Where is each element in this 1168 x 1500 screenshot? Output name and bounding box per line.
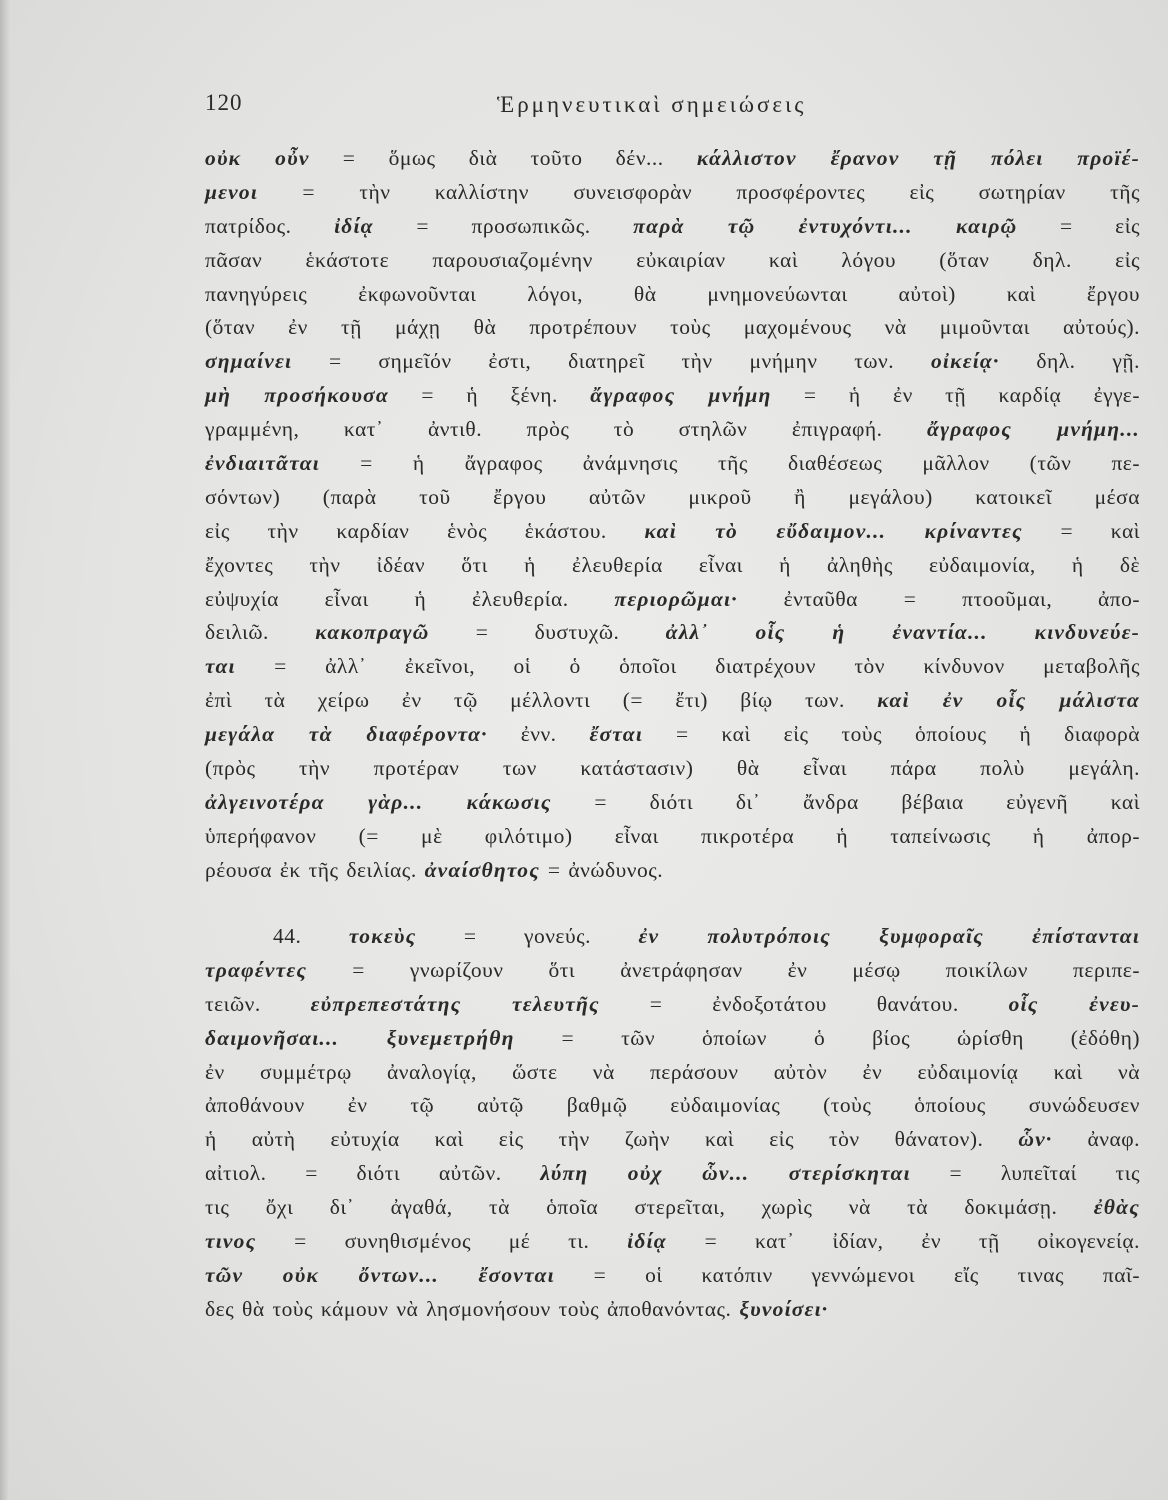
text-line <box>205 1259 1140 1293</box>
text-line <box>205 988 1140 1022</box>
lemma-term: μὴ προσήκουσα <box>205 383 389 408</box>
commentary-text: ἐν συμμέτρῳ ἀναλογίᾳ, ὥστε νὰ περάσουν αὐτὸν ἐν εὐδαιμονίᾳ καὶ νὰ <box>205 1059 1140 1084</box>
commentary-text: γραμμένη, κατ᾿ ἀντιθ. πρὸς τὸ στηλῶν ἐπιγραφή. <box>205 417 927 442</box>
commentary-text: = τῶν ὁποίων ὁ βίος ὡρίσθη (ἐδόθη) <box>514 1025 1140 1050</box>
lemma-term: μενοι <box>205 179 259 204</box>
commentary-text: τις ὄχι δι᾿ ἀγαθά, τὰ ὁποῖα στερεῖται, χωρὶς νὰ τὰ δοκιμάσῃ. <box>205 1195 1094 1220</box>
lemma-term: ἐνδιαιτᾶται <box>205 451 320 476</box>
lemma-term: ξυνοίσει· <box>739 1296 829 1321</box>
commentary-text: = κατ᾿ ἰδίαν, ἐν τῇ οἰκογενείᾳ. <box>666 1229 1140 1254</box>
commentary-text: = ἀλλ᾿ ἐκεῖνοι, οἱ ὁ ὁποῖοι διατρέχουν τὸν κίνδυνον μεταβολῆς <box>235 654 1140 679</box>
lemma-term: ἐν πολυτρόποις ξυμφοραῖς ἐπίστανται <box>638 924 1141 948</box>
lemma-term: οὐκ οὖν <box>205 146 310 170</box>
lemma-term: παρὰ τῷ ἐντυχόντι... καιρῷ <box>633 213 1018 238</box>
commentary-text: = γονεύς. <box>416 924 639 948</box>
page-binding-shadow <box>0 0 10 1500</box>
lemma-term: τραφέντες <box>205 957 308 982</box>
text-line <box>205 244 1140 278</box>
text-line <box>205 278 1140 312</box>
text-line <box>205 549 1140 583</box>
text-line <box>205 583 1140 617</box>
text-line <box>205 1157 1140 1191</box>
lemma-term: ἄγραφος μνήμη... <box>926 417 1141 442</box>
text-line <box>205 515 1140 549</box>
commentary-text: = ἡ ξένη. <box>388 383 591 408</box>
commentary-text: = λυπεῖταί τις <box>910 1161 1140 1186</box>
text-line <box>205 142 1140 176</box>
commentary-text: ἐνταῦθα = πτοοῦμαι, ἀπο- <box>737 586 1140 611</box>
lemma-term: ἄγραφος μνήμη <box>590 383 772 408</box>
commentary-text: πανηγύρεις ἐκφωνοῦνται λόγοι, θὰ μνημονεύωνται αὐτοὶ) καὶ ἔργου <box>205 281 1140 306</box>
text-line <box>205 210 1140 244</box>
commentary-text: τειῶν. <box>205 991 311 1016</box>
text-line <box>205 786 1140 820</box>
commentary-text: ἡ αὐτὴ εὐτυχία καὶ εἰς τὴν ζωὴν καὶ εἰς τὸν θάνατον). <box>205 1127 1019 1152</box>
commentary-text: (ὅταν ἐν τῇ μάχῃ θὰ προτρέπουν τοὺς μαχομένους νὰ μιμοῦνται αὐτούς). <box>205 315 1140 340</box>
commentary-text: = δυστυχῶ. <box>429 620 666 645</box>
commentary-text: ἔχοντες τὴν ἰδέαν ὅτι ἡ ἐλευθερία εἶναι ἡ ἀληθὴς εὐδαιμονία, ἡ δὲ <box>205 552 1140 577</box>
commentary-text: (πρὸς τὴν προτέραν των κατάστασιν) θὰ εἶναι πάρα πολὺ μεγάλη. <box>205 756 1140 781</box>
commentary-text: σόντων) (παρὰ τοῦ ἔργου αὐτῶν μικροῦ ἢ μεγάλου) κατοικεῖ μέσα <box>205 484 1140 509</box>
commentary-text: = εἰς <box>1017 213 1140 238</box>
commentary-text: δειλιῶ. <box>205 620 316 645</box>
commentary-text: = διότι δι᾿ ἄνδρα βέβαια εὐγενῆ καὶ <box>551 789 1140 814</box>
lemma-term: τῶν οὐκ ὄντων... ἔσονται <box>205 1262 555 1287</box>
text-line <box>205 379 1140 413</box>
lemma-term: ἰδίᾳ <box>627 1229 667 1254</box>
page-header <box>205 90 965 124</box>
commentary-text: ἐπὶ τὰ χείρω ἐν τῷ μέλλοντι (= ἔτι) βίῳ των. <box>205 688 878 713</box>
commentary-text: ὑπερήφανον (= μὲ φιλότιμο) εἶναι πικροτέρα ἡ ταπείνωσις ἡ ἀπορ- <box>205 823 1140 848</box>
commentary-text: πᾶσαν ἑκάστοτε παρουσιαζομένην εὐκαιρίαν καὶ λόγου (ὅταν δηλ. εἰς <box>205 247 1140 272</box>
lemma-term: κακοπραγῶ <box>315 620 430 645</box>
commentary-text: = ἡ ἐν τῇ καρδίᾳ ἐγγε- <box>771 383 1140 408</box>
commentary-text: αἰτιολ. = διότι αὐτῶν. <box>205 1161 541 1186</box>
text-line <box>205 1056 1140 1090</box>
lemma-term: καὶ τὸ εὔδαιμον... κρίναντες <box>644 518 1023 543</box>
commentary-text: ρέουσα ἐκ τῆς δειλίας. <box>205 857 425 882</box>
commentary-text: = ἡ ἄγραφος ἀνάμνησις τῆς διαθέσεως μᾶλλον (τῶν πε- <box>319 451 1140 476</box>
text-line <box>205 650 1140 684</box>
text-line <box>205 1089 1140 1123</box>
commentary-text: ἀποθάνουν ἐν τῷ αὐτῷ βαθμῷ εὐδαιμονίας (τοὺς ὁποίους συνώδευσεν <box>205 1093 1140 1118</box>
text-line <box>205 176 1140 210</box>
lemma-term: ὧν· <box>1018 1127 1053 1152</box>
commentary-text: πατρίδος. <box>205 213 335 238</box>
lemma-term: εὐπρεπεστάτης τελευτῆς <box>310 991 600 1016</box>
commentary-text: = συνηθισμένος μέ τι. <box>256 1229 628 1254</box>
commentary-text: εἰς τὴν καρδίαν ἑνὸς ἑκάστου. <box>205 518 645 543</box>
commentary-text: = ὅμως διὰ τοῦτο δέν... <box>309 146 697 170</box>
lemma-term: δαιμονῆσαι... ξυνεμετρήθη <box>205 1025 515 1050</box>
text-line <box>205 1225 1140 1259</box>
running-title: Ἑρμηνευτικαὶ σημειώσεις <box>497 92 807 117</box>
lemma-term: ἰδίᾳ <box>334 213 374 238</box>
text-line <box>205 447 1140 481</box>
commentary-text: ἀναφ. <box>1052 1127 1140 1152</box>
commentary-text: = τὴν καλλίστην συνεισφορὰν προσφέροντες εἰς σωτηρίαν τῆς <box>258 179 1140 204</box>
text-line <box>205 1293 1140 1327</box>
text-line <box>205 920 1140 954</box>
text-line <box>205 854 1140 888</box>
lemma-term: οἷς ἐνευ- <box>1008 991 1140 1016</box>
text-line <box>205 1022 1140 1056</box>
commentary-paragraph-44 <box>205 920 1140 1327</box>
commentary-text: εὐψυχία εἶναι ἡ ἐλευθερία. <box>205 586 615 611</box>
text-line <box>205 820 1140 854</box>
commentary-text: = σημεῖόν ἐστι, διατηρεῖ τὴν μνήμην των. <box>292 349 931 374</box>
lemma-term: λύπη οὐχ ὧν... στερίσκηται <box>540 1161 911 1186</box>
commentary-text: = ἐνδοξοτάτου θανάτου. <box>599 991 1009 1016</box>
lemma-term: καὶ ἐν οἷς μάλιστα <box>877 688 1140 713</box>
text-line <box>205 616 1140 650</box>
commentary-text: δηλ. γῇ. <box>999 349 1140 374</box>
page-number: 120 <box>205 90 243 115</box>
text-line <box>205 311 1140 345</box>
text-line <box>205 718 1140 752</box>
text-line <box>205 345 1140 379</box>
lemma-term: σημαίνει <box>205 349 293 374</box>
commentary-text: = καὶ εἰς τοὺς ὁποίους ἡ διαφορὰ <box>643 722 1140 747</box>
text-line <box>205 413 1140 447</box>
lemma-term: οἰκείᾳ· <box>930 349 1000 374</box>
commentary-paragraph-1 <box>205 142 1140 888</box>
lemma-term: μεγάλα τὰ διαφέροντα· <box>205 722 488 747</box>
commentary-text: 44. <box>273 924 349 948</box>
text-line <box>205 684 1140 718</box>
commentary-text: ἐνν. <box>487 722 590 747</box>
commentary-text: = γνωρίζουν ὅτι ἀνετράφησαν ἐν μέσῳ ποικίλων περιπε- <box>307 957 1140 982</box>
lemma-term: τινος <box>205 1229 257 1254</box>
lemma-term: ται <box>205 654 236 679</box>
text-line <box>205 1123 1140 1157</box>
lemma-term: ἀλγεινοτέρα γὰρ... κάκωσις <box>205 789 552 814</box>
commentary-text: = καὶ <box>1022 518 1140 543</box>
commentary-text: = ἀνώδυνος. <box>540 857 664 882</box>
lemma-term: ἐθὰς <box>1093 1195 1140 1220</box>
lemma-term: ἀλλ᾿ οἷς ἡ ἐναντία... κινδυνεύε- <box>665 620 1140 645</box>
lemma-term: ἀναίσθητος <box>424 857 541 882</box>
lemma-term: κάλλιστον ἔρανον τῇ πόλει προϊέ- <box>696 146 1140 170</box>
lemma-term: περιορῶμαι· <box>614 586 738 611</box>
commentary-text: δες θὰ τοὺς κάμουν νὰ λησμονήσουν τοὺς ἀποθανόντας. <box>205 1296 740 1321</box>
text-line <box>205 1191 1140 1225</box>
lemma-term: τοκεὺς <box>348 924 417 948</box>
commentary-text: = προσωπικῶς. <box>373 213 634 238</box>
text-line <box>205 954 1140 988</box>
text-line <box>205 481 1140 515</box>
lemma-term: ἔσται <box>589 722 644 747</box>
text-line <box>205 752 1140 786</box>
commentary-text: = οἱ κατόπιν γεννώμενοι εἴς τινας παῖ- <box>554 1262 1140 1287</box>
